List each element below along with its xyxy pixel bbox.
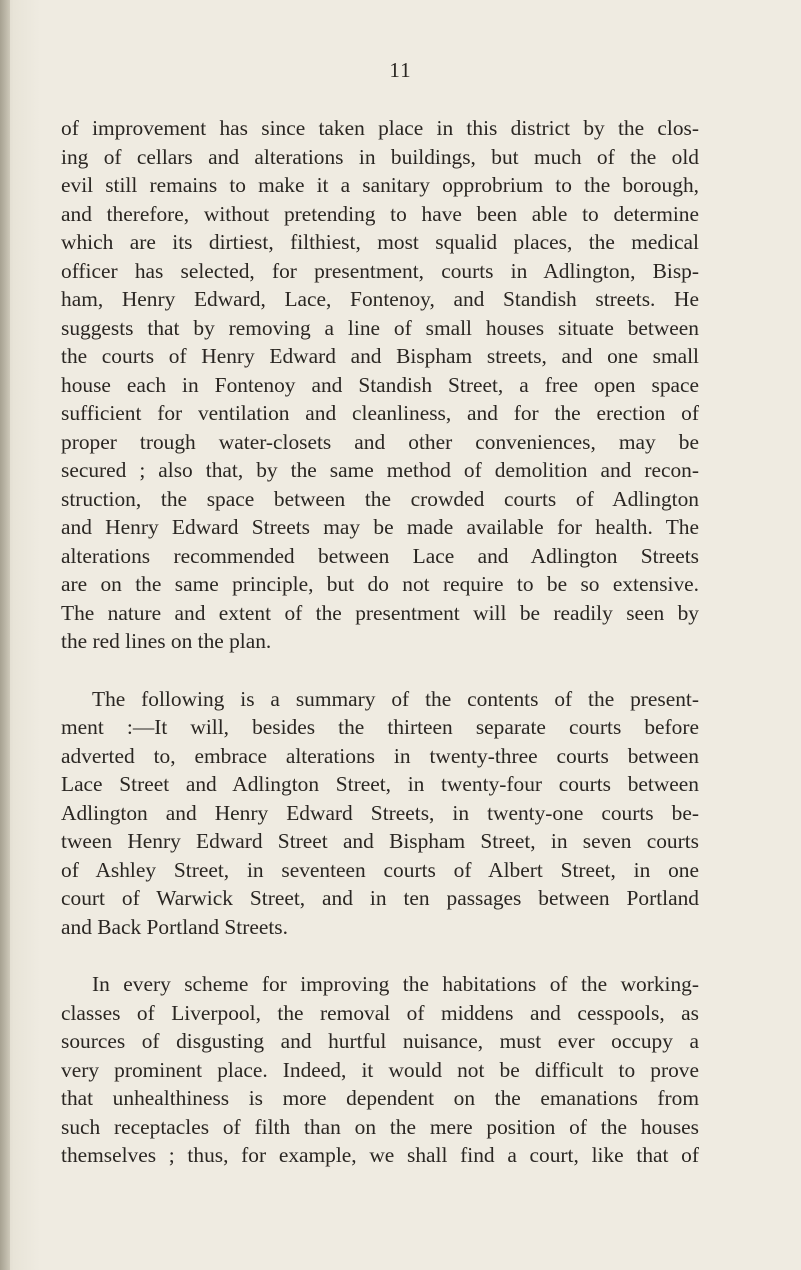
text-line: tween Henry Edward Street and Bispham Street, in seven courts xyxy=(61,829,699,853)
text-line: suggests that by removing a line of small houses situate between xyxy=(61,315,699,340)
page-number: 11 xyxy=(389,58,412,82)
paragraph-2 xyxy=(61,685,699,942)
text-line: proper trough water-closets and other conveniences, may be xyxy=(61,429,699,454)
text-line: classes of Liverpool, the removal of middens and cesspools, as xyxy=(61,1000,699,1025)
text-line: ing of cellars and alterations in buildings, but much of the old xyxy=(61,144,699,169)
paragraph-1 xyxy=(61,114,699,656)
text-line: of improvement has since taken place in this district by the clos- xyxy=(61,116,699,140)
text-line: house each in Fontenoy and Standish Street, a free open space xyxy=(61,372,699,397)
text-line: and therefore, without pretending to have been able to determine xyxy=(61,201,699,226)
page-spine-shadow xyxy=(0,0,10,1270)
text-line: In every scheme for improving the habitations of the working- xyxy=(92,972,699,996)
text-line: ham, Henry Edward, Lace, Fontenoy, and Standish streets. He xyxy=(61,287,699,311)
text-line: and Back Portland Streets. xyxy=(61,914,288,939)
text-line: sources of disgusting and hurtful nuisance, must ever occupy a xyxy=(61,1029,699,1053)
text-line: officer has selected, for presentment, courts in Adlington, Bisp- xyxy=(61,258,699,283)
text-line: are on the same principle, but do not require to be so extensive. xyxy=(61,572,699,596)
paragraph-3 xyxy=(61,970,699,1170)
text-line: Adlington and Henry Edward Streets, in twenty-one courts be- xyxy=(61,800,699,825)
text-line: very prominent place. Indeed, it would not be difficult to prove xyxy=(61,1057,699,1082)
text-line: The nature and extent of the presentment will be readily seen by xyxy=(61,600,699,625)
text-line: themselves ; thus, for example, we shall find a court, like that of xyxy=(61,1143,699,1167)
text-line: sufficient for ventilation and cleanliness, and for the erection of xyxy=(61,401,699,425)
text-line: adverted to, embrace alterations in twenty-three courts between xyxy=(61,743,699,768)
text-line: alterations recommended between Lace and Adlington Streets xyxy=(61,543,699,568)
text-line: and Henry Edward Streets may be made available for health. The xyxy=(61,515,699,539)
text-line: of Ashley Street, in seventeen courts of Albert Street, in one xyxy=(61,857,699,882)
body-text xyxy=(61,114,699,1170)
text-line: ment :—It will, besides the thirteen separate courts before xyxy=(61,715,699,739)
text-line: secured ; also that, by the same method of demolition and recon- xyxy=(61,458,699,482)
text-line: The following is a summary of the contents of the present- xyxy=(92,686,699,711)
text-line: the courts of Henry Edward and Bispham streets, and one small xyxy=(61,344,699,368)
text-line: Lace Street and Adlington Street, in twenty-four courts between xyxy=(61,772,699,796)
text-line: which are its dirtiest, filthiest, most squalid places, the medical xyxy=(61,230,699,254)
text-line: such receptacles of filth than on the mere position of the houses xyxy=(61,1114,699,1139)
text-line: struction, the space between the crowded courts of Adlington xyxy=(61,486,699,511)
text-line: that unhealthiness is more dependent on the emanations from xyxy=(61,1086,699,1110)
text-line: court of Warwick Street, and in ten passages between Portland xyxy=(61,886,699,910)
text-line: evil still remains to make it a sanitary opprobrium to the borough, xyxy=(61,173,699,197)
text-line: the red lines on the plan. xyxy=(61,629,272,653)
